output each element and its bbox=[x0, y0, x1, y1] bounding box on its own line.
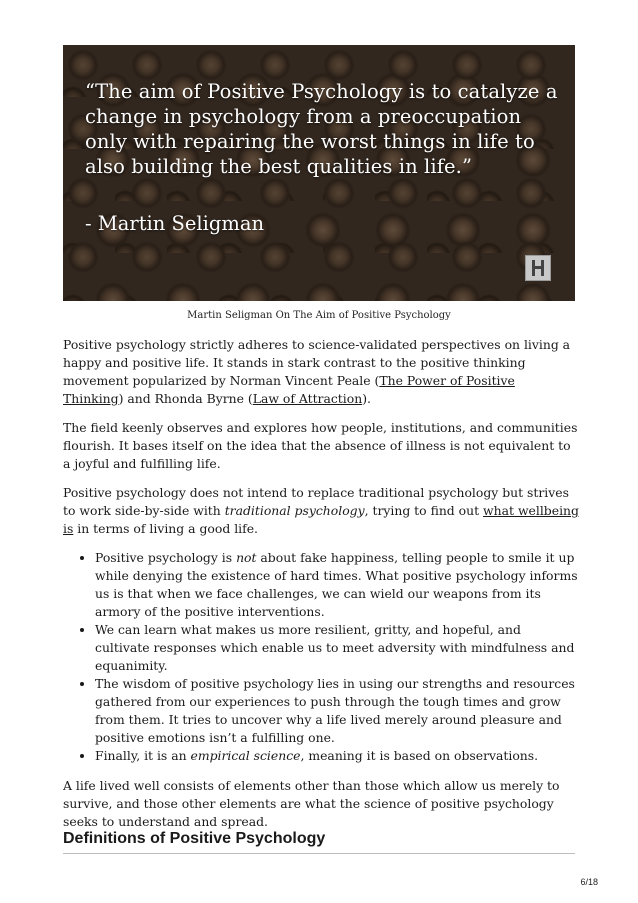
article-body bbox=[63, 336, 579, 842]
list-item: • We can learn what makes us more resilient, gritty, and hopeful, and cultivate responses which enable us to meet adversity with mindfulness and equanimity. bbox=[95, 621, 579, 675]
page-number: 6/18 bbox=[580, 877, 598, 887]
power-of-positive-thinking-link[interactable]: The Power of Positive Thinking bbox=[63, 373, 515, 406]
pp-logo-icon bbox=[525, 255, 551, 281]
image-caption: Martin Seligman On The Aim of Positive Psychology bbox=[187, 310, 451, 321]
heading-divider bbox=[63, 853, 575, 854]
paragraph-2: The field keenly observes and explores how people, institutions, and communities flourish. It bases itself on the idea that the absence of illness is not equivalent to a joyful and fulfilling life. bbox=[63, 420, 578, 471]
paragraph-1: Positive psychology strictly adheres to science-validated perspectives on living a happy and positive life. It stands in stark contrast to the positive thinking movement popularized by Norman Vincent Peale (The Power of Positive Thinking) and Rhonda Byrne (Law of Attraction). bbox=[63, 337, 571, 406]
list-item: • The wisdom of positive psychology lies in using our strengths and resources gathered from our experiences to push through the tough times and grow from them. It tries to uncover why a life lived merely around pleasure and positive emotions isn’t a fulfilling one. bbox=[95, 675, 579, 747]
section-heading: Definitions of Positive Psychology bbox=[63, 830, 326, 847]
list-item: • Positive psychology is not about fake happiness, telling people to smile it up while denying the existence of hard times. What positive psychology informs us is that when we face challenges, we can wield our weapons from its armory of the positive interventions. bbox=[95, 549, 579, 621]
paragraph-4: A life lived well consists of elements other than those which allow us merely to survive, and those other elements are what the science of positive psychology seeks to understand and spread. bbox=[63, 778, 560, 829]
law-of-attraction-link[interactable]: Law of Attraction bbox=[252, 391, 363, 406]
what-wellbeing-is-link[interactable]: what wellbeing is bbox=[63, 503, 579, 536]
quote-author: - Martin Seligman bbox=[85, 212, 265, 235]
quote-text: “The aim of Positive Psychology is to catalyze a change in psychology from a preoccupation only with repairing the worst things in life to also building the best qualities in life.” bbox=[85, 80, 558, 178]
list-item: • Finally, it is an empirical science, meaning it is based on observations. bbox=[95, 747, 579, 765]
quote-image bbox=[63, 45, 575, 301]
bullet-list bbox=[63, 549, 579, 765]
paragraph-3: Positive psychology does not intend to replace traditional psychology but strives to work side-by-side with traditional psychology, trying to find out what wellbeing is in terms of living a good life. bbox=[63, 485, 579, 536]
